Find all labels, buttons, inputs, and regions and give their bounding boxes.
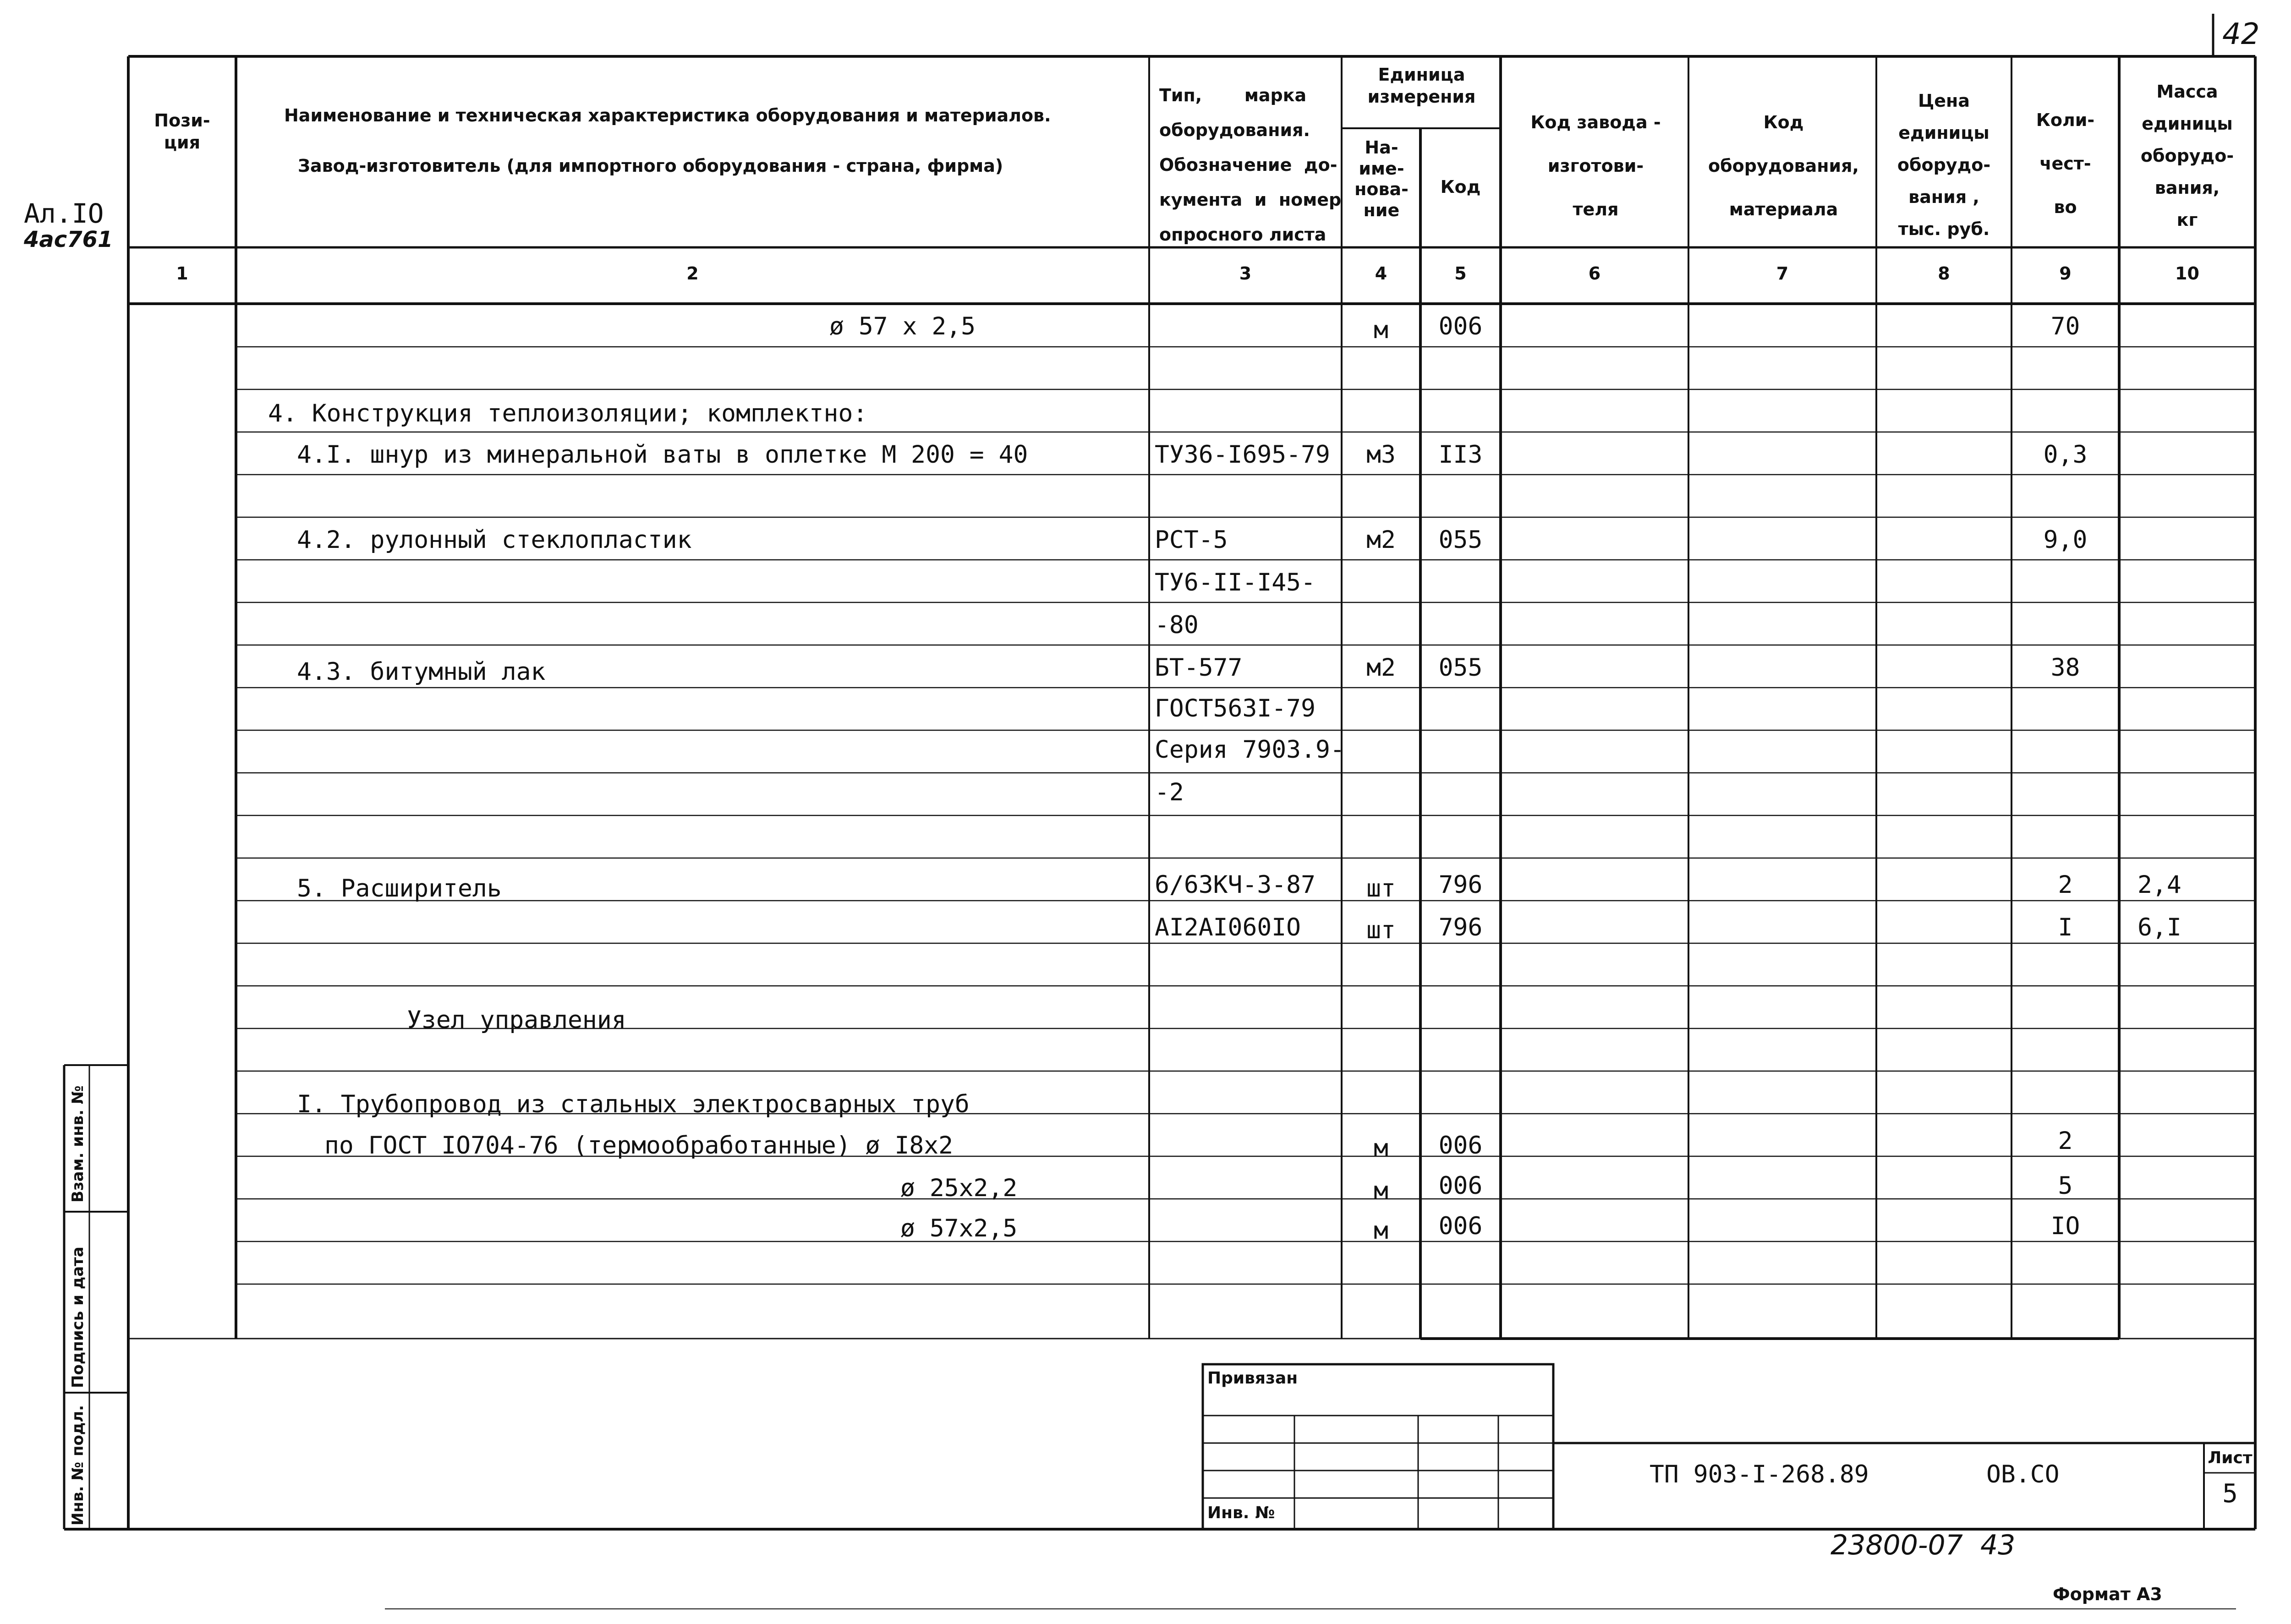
- table-cell-unit: м2: [1366, 526, 1396, 554]
- table-cell-code: 006: [1438, 1212, 1483, 1240]
- header-price: Цена единицы оборудо- вания , тыс. руб.: [1897, 91, 1991, 239]
- table-cell-unit: м: [1374, 316, 1388, 344]
- margin-note-line1: Ал.IO: [24, 198, 104, 229]
- inventory-label: Инв. №: [1207, 1504, 1275, 1522]
- table-cell-type: 6/63КЧ-3-87: [1155, 871, 1315, 899]
- header-name-line1: Наименование и техническая характеристика оборудования и материалов.: [284, 105, 1051, 126]
- table-cell-type: Серия 7903.9-: [1155, 736, 1345, 764]
- column-number: 10: [2175, 263, 2199, 284]
- table-cell-code: 006: [1438, 312, 1483, 340]
- header-qty: Коли- чест- во: [2036, 110, 2095, 217]
- table-cell-unit: шт: [1366, 875, 1396, 902]
- table-cell-name: ø 57x2,5: [900, 1214, 1018, 1242]
- table-cell-code: 006: [1438, 1132, 1483, 1159]
- table-cell-mass: 6,I: [2138, 913, 2181, 941]
- table-cell-unit: м3: [1366, 441, 1396, 469]
- table-cell-unit: м: [1374, 1217, 1388, 1245]
- header-type-block: Тип, марка оборудования. Обозначение до- кумента и номер опросного листа: [1159, 85, 1342, 245]
- header-mass: Масса единицы оборудо- вания, кг: [2140, 82, 2234, 230]
- table-cell-name: 4.3. битумный лак: [297, 658, 546, 686]
- table-cell-code: 006: [1438, 1172, 1483, 1200]
- table-cell-type: БТ-577: [1155, 654, 1243, 682]
- table-cell-qty: 2: [2058, 871, 2073, 899]
- column-number: 5: [1454, 263, 1467, 284]
- table-cell-unit: шт: [1366, 916, 1396, 944]
- table-cell-name: 4.I. шнур из минеральной ваты в оплетке М 200 = 40: [297, 441, 1028, 469]
- page-number: 42: [2222, 17, 2260, 51]
- side-label-original-inventory: Инв. № подл.: [69, 1405, 87, 1526]
- table-cell-qty: 9,0: [2043, 526, 2088, 554]
- table-cell-name: ø 25x2,2: [900, 1174, 1018, 1202]
- table-cell-qty: 2: [2058, 1127, 2073, 1155]
- table-cell-name: 4.2. рулонный стеклопластик: [297, 526, 692, 554]
- table-cell-type: ГОСТ563I-79: [1155, 694, 1315, 722]
- header-unit: Единица измерения: [1367, 65, 1476, 107]
- table-cell-name: ø 57 x 2,5: [829, 312, 976, 340]
- table-cell-unit: м: [1374, 1134, 1388, 1162]
- document-code: ОВ.СО: [1986, 1460, 2060, 1488]
- side-label-replacement-inventory: Взам. инв. №: [69, 1085, 87, 1203]
- header-name-line2: Завод-изготовитель (для импортного оборудования - страна, фирма): [298, 156, 1003, 176]
- bound-label: Привязан: [1207, 1369, 1298, 1388]
- column-number: 3: [1239, 263, 1252, 284]
- table-cell-code: 055: [1438, 526, 1483, 554]
- table-cell-code: 796: [1438, 871, 1483, 899]
- table-cell-name: 4. Конструкция теплоизоляции; комплектно:: [268, 399, 868, 427]
- table-cell-type: AI2AI060IO: [1155, 913, 1301, 941]
- column-number: 4: [1375, 263, 1387, 284]
- table-cell-type: РСТ-5: [1155, 526, 1228, 554]
- document-number: ТП 903-I-268.89: [1650, 1460, 1869, 1488]
- column-number: 1: [176, 263, 188, 284]
- column-number: 2: [686, 263, 699, 284]
- table-cell-code: II3: [1438, 441, 1483, 469]
- handwritten-number: 23800-07 43: [1831, 1529, 2016, 1561]
- table-cell-type: -80: [1155, 611, 1199, 639]
- table-cell-qty: 5: [2058, 1172, 2073, 1200]
- table-cell-code: 055: [1438, 654, 1483, 682]
- column-number: 6: [1588, 263, 1601, 284]
- table-cell-type: ТУ6-II-I45-: [1155, 569, 1315, 596]
- header-plant-code: Код завода - изготови- теля: [1530, 112, 1661, 219]
- table-cell-qty: I: [2058, 913, 2073, 941]
- column-number: 8: [1938, 263, 1950, 284]
- side-label-signature-date: Подпись и дата: [69, 1247, 87, 1388]
- table-cell-mass: 2,4: [2138, 871, 2181, 899]
- table-cell-qty: 70: [2050, 312, 2080, 340]
- table-cell-unit: м2: [1366, 654, 1396, 682]
- header-unit-name: На- име- нова- ние: [1354, 137, 1409, 220]
- column-number: 9: [2059, 263, 2072, 284]
- header-equip-code: Код оборудования, материала: [1708, 112, 1859, 219]
- table-cell-unit: м: [1374, 1177, 1388, 1205]
- table-cell-qty: 38: [2050, 654, 2080, 682]
- table-cell-name: 5. Расширитель: [297, 875, 502, 902]
- header-position: Пози- ция: [154, 110, 210, 153]
- table-cell-code: 796: [1438, 913, 1483, 941]
- column-number: 7: [1776, 263, 1789, 284]
- table-cell-qty: 0,3: [2043, 441, 2088, 469]
- format-label: Формат А3: [2053, 1584, 2162, 1604]
- table-cell-type: ТУ36-I695-79: [1155, 441, 1330, 469]
- sheet-number: 5: [2222, 1479, 2238, 1509]
- table-cell-name: I. Трубопровод из стальных электросварных труб: [297, 1090, 970, 1118]
- table-cell-qty: IO: [2050, 1212, 2080, 1240]
- table-cell-name: по ГОСТ IO704-76 (термообработанные) ø I8x2: [324, 1132, 954, 1159]
- table-cell-type: -2: [1155, 778, 1184, 806]
- header-unit-code: Код: [1440, 177, 1481, 197]
- sheet-label: Лист: [2208, 1449, 2253, 1467]
- margin-note-line2: 4ac761: [24, 227, 113, 252]
- section-title: Узел управления: [407, 1006, 626, 1034]
